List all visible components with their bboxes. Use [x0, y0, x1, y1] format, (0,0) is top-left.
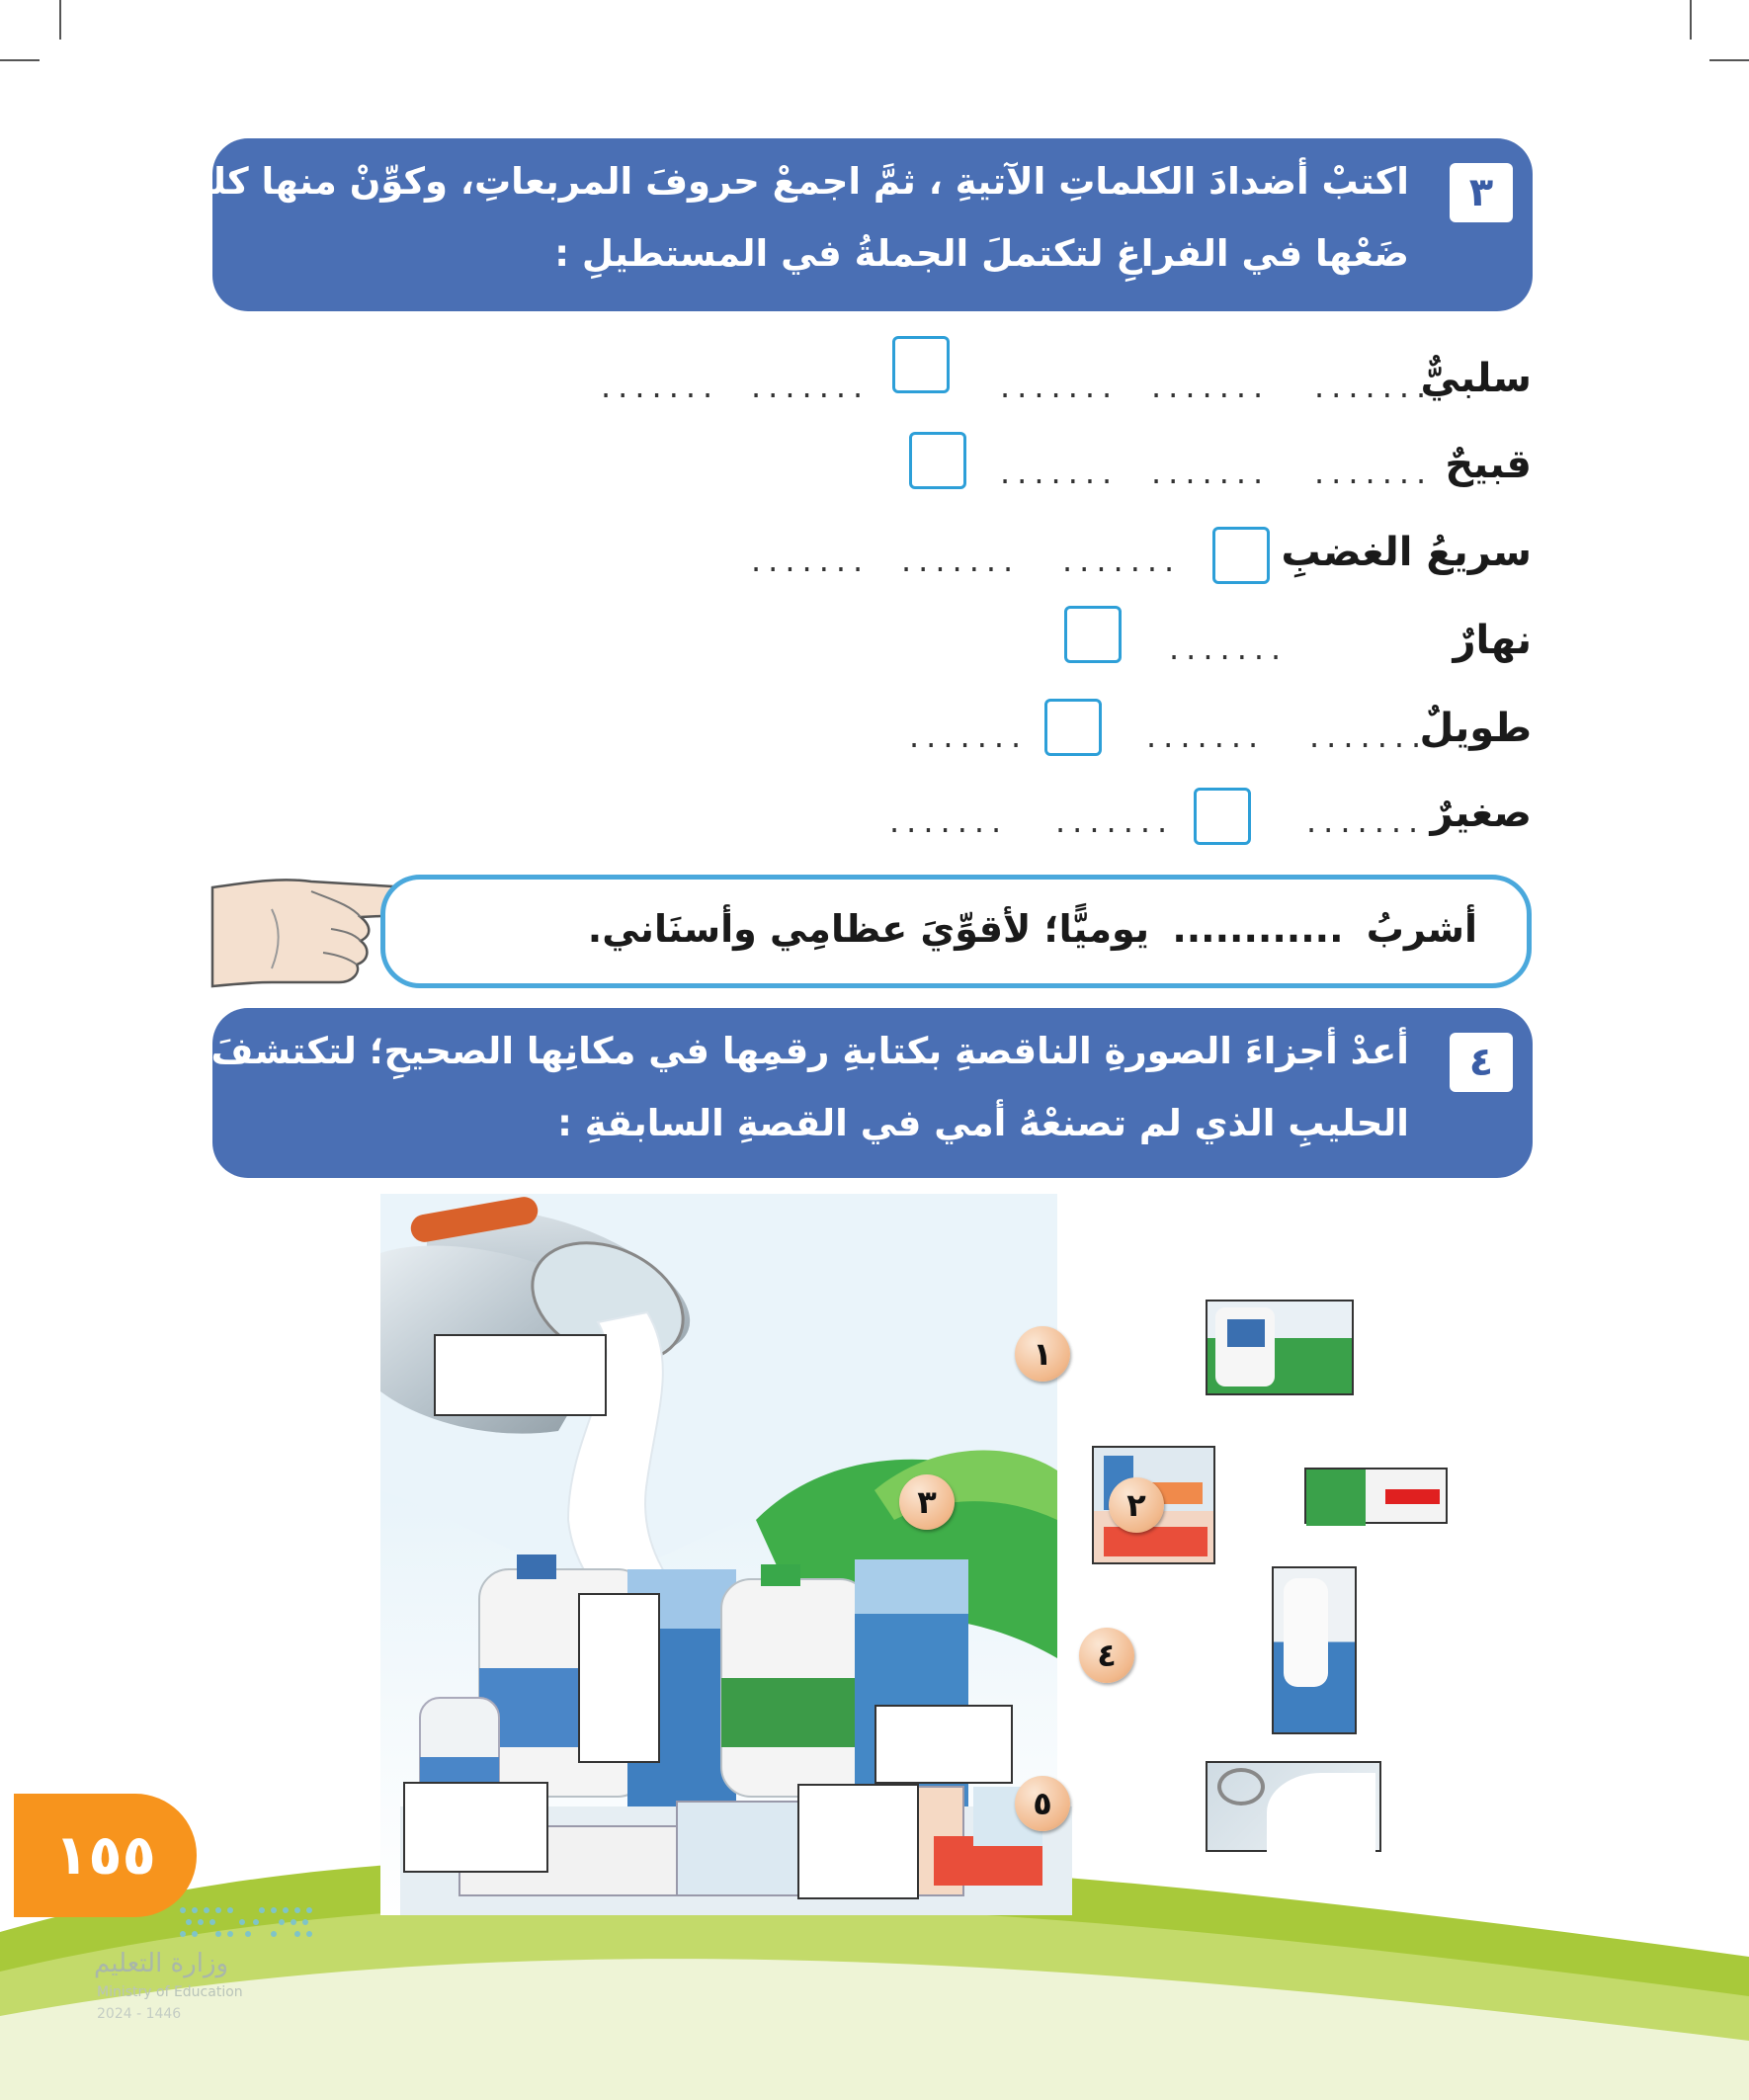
ministry-year: 2024 - 1446 — [97, 2006, 182, 2022]
answer-blank[interactable]: ....... — [1062, 542, 1182, 579]
answer-blank[interactable]: ....... — [1306, 802, 1426, 840]
puzzle-piece-4[interactable] — [1272, 1566, 1357, 1734]
crop-mark — [59, 0, 61, 40]
letter-square[interactable] — [1044, 699, 1102, 756]
answer-blank[interactable]: ....... — [1314, 454, 1434, 491]
answer-blank[interactable]: ....... — [601, 368, 720, 405]
answer-blank[interactable]: ....... — [1000, 368, 1120, 405]
answer-blank[interactable]: ....... — [1314, 368, 1434, 405]
answer-blank[interactable]: ....... — [1169, 630, 1289, 667]
sentence-box — [380, 875, 1532, 988]
answer-blank[interactable]: ....... — [1000, 454, 1120, 491]
word-day: نهارٌ — [1453, 618, 1532, 663]
answer-blank[interactable]: ....... — [751, 368, 871, 405]
missing-piece-slot[interactable] — [578, 1593, 660, 1763]
ministry-logo-icon — [173, 1902, 321, 1947]
letter-square[interactable] — [892, 336, 950, 393]
piece-number-badge: ٤ — [1079, 1628, 1134, 1683]
question-number: ٤ — [1450, 1033, 1513, 1092]
question-3-banner — [96, 138, 1533, 311]
missing-piece-slot[interactable] — [434, 1334, 607, 1416]
letter-square[interactable] — [1064, 606, 1122, 663]
ministry-arabic-name: وزارة التعليم — [94, 1949, 229, 1978]
missing-piece-slot[interactable] — [797, 1784, 919, 1899]
missing-piece-slot[interactable] — [403, 1782, 548, 1873]
word-small: صغيرٌ — [1430, 791, 1532, 836]
sentence-text — [588, 907, 1477, 951]
sentence-part-2: يوميًّا؛ لأقوِّيَ عظامِي وأسنَاني. — [587, 907, 1150, 951]
puzzle-piece-5[interactable] — [1206, 1761, 1381, 1852]
sentence-part-1: أشربُ — [1366, 907, 1477, 951]
answer-blank[interactable]: ....... — [1055, 802, 1175, 840]
missing-piece-slot[interactable] — [874, 1705, 1013, 1784]
instruction-line-2: ضَعْها في الفراغِ لتكتملَ الجملةُ في المستطيلِ : — [554, 232, 1409, 275]
crop-mark — [1709, 59, 1749, 61]
answer-blank[interactable]: ....... — [889, 802, 1009, 840]
letter-square[interactable] — [1212, 527, 1270, 584]
ministry-english-name: Ministry of Education — [97, 1984, 243, 2000]
answer-blank[interactable]: ....... — [1146, 717, 1266, 755]
crop-mark — [1690, 0, 1692, 40]
piece-number-badge: ٥ — [1015, 1776, 1070, 1831]
piece-number-badge: ٢ — [1109, 1477, 1164, 1533]
word-ugly: قبيحٌ — [1445, 442, 1532, 487]
answer-blank[interactable]: ....... — [909, 717, 1029, 755]
instruction-line-1: أعدْ أجزاءَ الصورةِ الناقصةِ بكتابةِ رقمِها في مكانِها الصحيحِ؛ لتكتشفَ منتجَ — [119, 1030, 1409, 1072]
piece-number-badge: ١ — [1015, 1326, 1070, 1382]
answer-blank[interactable]: ....... — [1151, 368, 1271, 405]
answer-blank[interactable]: ....... — [901, 542, 1021, 579]
word-negative: سلبيٌّ — [1420, 356, 1532, 401]
question-number: ٣ — [1450, 163, 1513, 222]
question-4-banner — [119, 1008, 1533, 1178]
sentence-blank[interactable]: ............ — [1172, 907, 1344, 951]
piece-number-badge: ٣ — [899, 1474, 955, 1530]
instruction-line-2: الحليبِ الذي لم تصنعْهُ أمي في القصةِ السابقةِ : — [557, 1102, 1409, 1144]
word-quick-tempered: سريعُ الغضبِ — [1281, 530, 1532, 575]
word-tall: طويلٌ — [1419, 706, 1532, 751]
crop-mark — [0, 59, 40, 61]
answer-blank[interactable]: ....... — [1151, 454, 1271, 491]
letter-square[interactable] — [909, 432, 966, 489]
answer-blank[interactable]: ....... — [751, 542, 871, 579]
letter-square[interactable] — [1194, 788, 1251, 845]
puzzle-piece-1[interactable] — [1206, 1300, 1354, 1395]
answer-blank[interactable]: ....... — [1309, 717, 1429, 755]
page-number: ١٥٥ — [14, 1794, 197, 1917]
puzzle-piece-3[interactable] — [1304, 1468, 1448, 1524]
instruction-line-1: اكتبْ أضدادَ الكلماتِ الآتيةِ ، ثمَّ اجمعْ حروفَ المربعاتِ، وكوِّنْ منها كلمةً، ثمَ — [96, 160, 1409, 203]
